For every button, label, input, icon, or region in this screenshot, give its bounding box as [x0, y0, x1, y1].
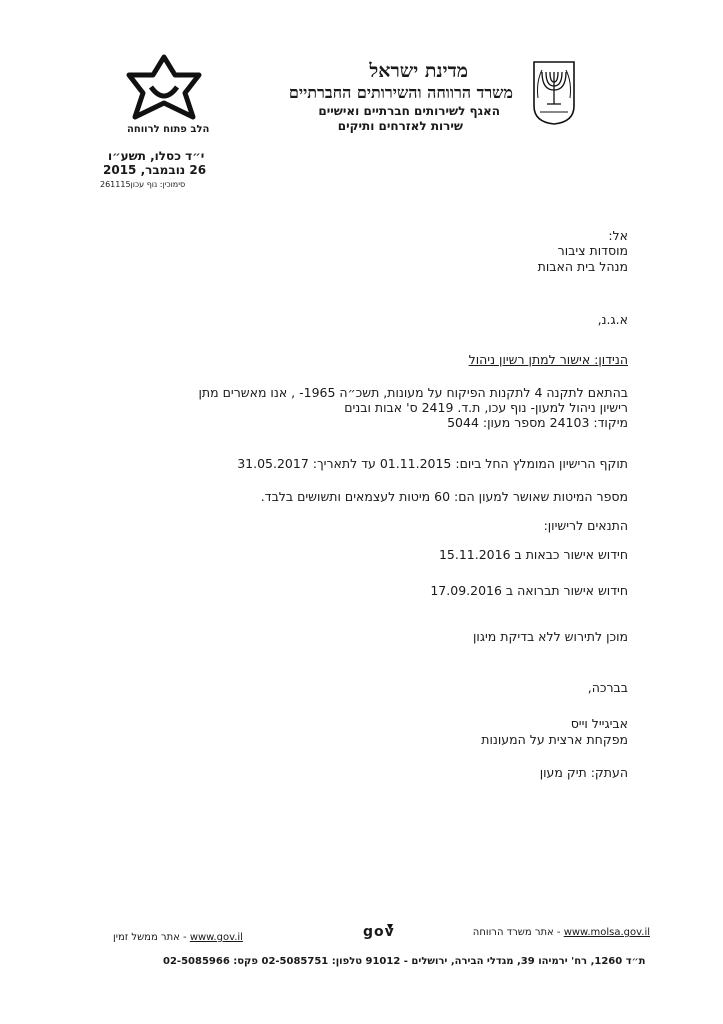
- footer-address: ת״ד 1260, רח' ירמיהו 39, מגדלי הבירה, ירושלים - 91012 טלפון: 02-5085751 פקס: 02-5085966: [163, 956, 646, 967]
- ministry-website-label: - אתר משרד הרווחה: [472, 927, 561, 938]
- department-name: האגף לשירותים חברתיים ואישיים: [318, 104, 500, 118]
- subject-line: הנידון: אישור למתן רשיון ניהול: [468, 352, 628, 367]
- service-name: שירות לאזרחים ותיקים: [337, 119, 463, 133]
- carbon-copy: העתק: תיק מעון: [539, 765, 628, 780]
- state-emblem-icon: [530, 58, 578, 126]
- addressee-line: מנהל בית האבות: [537, 259, 628, 274]
- logo-caption: הלב פתוח לרווחה: [127, 124, 210, 135]
- greeting: א.ג.נ,: [597, 312, 628, 327]
- addressee-line: מוסדות ציבור: [557, 243, 628, 258]
- gov-website-label: - אתר ממשל זמין: [113, 932, 187, 943]
- gov-website: [113, 932, 243, 943]
- state-name: מדינת ישראל: [369, 60, 468, 82]
- addressee-label: אל:: [608, 228, 628, 243]
- readiness-note: מוכן לתירוש ללא בדיקת מיגון: [473, 629, 628, 644]
- body-line: רישיון ניהול למעון- נוף עכו, ת.ד. 2419 ס' אבות ובנים: [344, 400, 628, 415]
- gov-logo: [357, 921, 401, 943]
- signer-title: מפקחת ארצית על המעונות: [481, 732, 628, 747]
- ministry-website-link[interactable]: www.molsa.gov.il: [563, 927, 650, 938]
- gov-website-link[interactable]: www.gov.il: [189, 932, 243, 943]
- license-validity: תוקף הרישיון המומלץ החל ביום: 01.11.2015 עד לתאריך: 31.05.2017: [237, 456, 628, 471]
- reference-number: סימוכין: נוף עכון261115: [100, 180, 186, 189]
- closing-regards: בברכה,: [587, 680, 628, 695]
- approved-beds: מספר המיטות שאושר למעון הם: 60 מיטות לעצמאים ותשושים בלבד.: [260, 489, 628, 504]
- body-line: בהתאם לתקנה 4 לתקנות הפיקוח על מעונות, תשכ״ה 1965- , אנו מאשרים מתן: [198, 385, 628, 400]
- welfare-logo-icon: [123, 53, 205, 123]
- condition-item: חידוש אישור כבאות ב 15.11.2016: [438, 547, 628, 562]
- date-gregorian: 26 נובמבר, 2015: [103, 163, 207, 177]
- condition-item: חידוש אישור תברואה ב 17.09.2016: [430, 583, 628, 598]
- ministry-name: משרד הרווחה והשירותים החברתיים: [288, 83, 513, 102]
- date-hebrew: י״ד כסלו, תשע״ו: [108, 149, 205, 163]
- body-line: מיקוד: 24103 מספר מעון: 5044: [447, 415, 628, 430]
- signer-name: אביגייל וייס: [570, 716, 628, 731]
- ministry-website: [473, 927, 650, 938]
- conditions-title: התנאים לרישיון:: [543, 518, 628, 533]
- gov-logo-text: gov: [363, 924, 395, 940]
